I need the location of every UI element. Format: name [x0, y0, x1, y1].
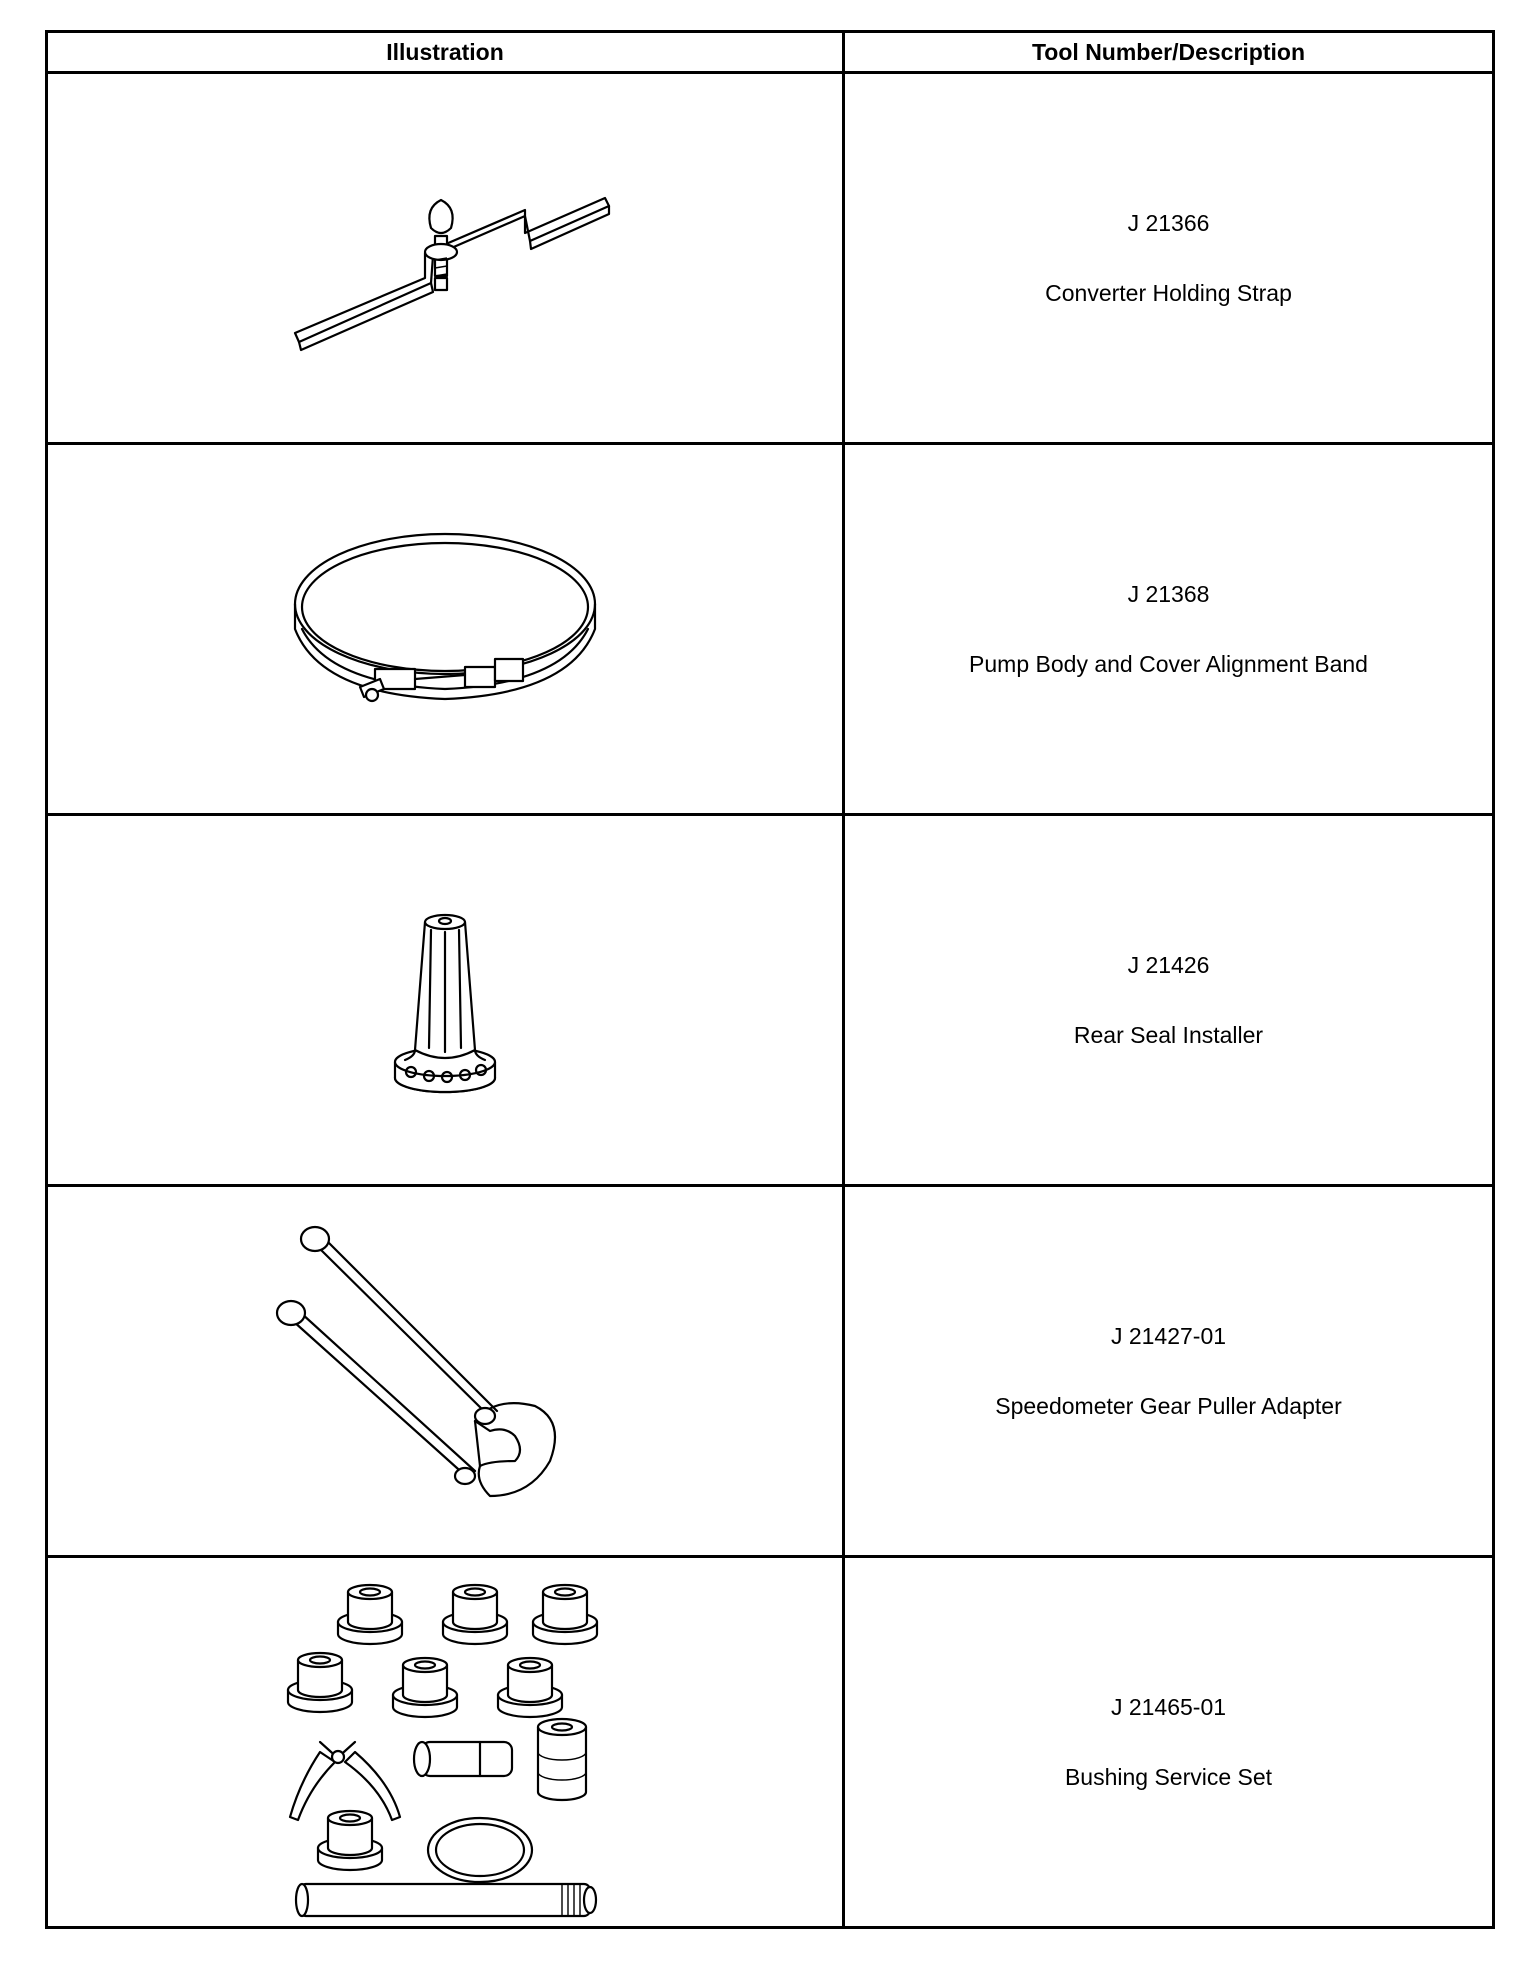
illustration-cell: [47, 73, 844, 444]
tool-description: Converter Holding Strap: [1045, 279, 1292, 306]
table-row: [47, 1186, 1494, 1557]
illustration-cell: [47, 1186, 844, 1557]
converter-holding-strap-icon: [275, 128, 615, 388]
illustration-cell: [47, 1557, 844, 1928]
tool-cell: [844, 444, 1494, 815]
tool-description: Rear Seal Installer: [1073, 1021, 1264, 1048]
illustration-cell: [47, 444, 844, 815]
tool-description: Pump Body and Cover Alignment Band: [969, 650, 1368, 677]
tool-cell: [844, 73, 1494, 444]
illustration-cell: [47, 815, 844, 1186]
tool-table: [45, 30, 1495, 1929]
tool-cell: [844, 1186, 1494, 1557]
alignment-band-icon: [280, 519, 610, 739]
rear-seal-installer-icon: [375, 900, 515, 1100]
table-row: [47, 1557, 1494, 1928]
gear-puller-adapter-icon: [275, 1221, 615, 1521]
tool-description: Speedometer Gear Puller Adapter: [995, 1392, 1342, 1419]
tool-number: J 21366: [1127, 209, 1210, 236]
tool-number: J 21368: [1127, 580, 1210, 607]
tool-cell: [844, 1557, 1494, 1928]
tool-description: Bushing Service Set: [1064, 1763, 1273, 1790]
table-row: [47, 444, 1494, 815]
table-row: [47, 815, 1494, 1186]
header-illustration: Illustration: [47, 32, 844, 73]
tool-number: J 21427-01: [1110, 1322, 1227, 1349]
header-tool-number: Tool Number/Description: [844, 32, 1494, 73]
tool-number: J 21426: [1127, 951, 1210, 978]
table-row: [47, 73, 1494, 444]
bushing-service-set-icon: [280, 1562, 610, 1922]
header-row: [47, 32, 1494, 73]
tool-number: J 21465-01: [1110, 1693, 1227, 1720]
tool-cell: [844, 815, 1494, 1186]
